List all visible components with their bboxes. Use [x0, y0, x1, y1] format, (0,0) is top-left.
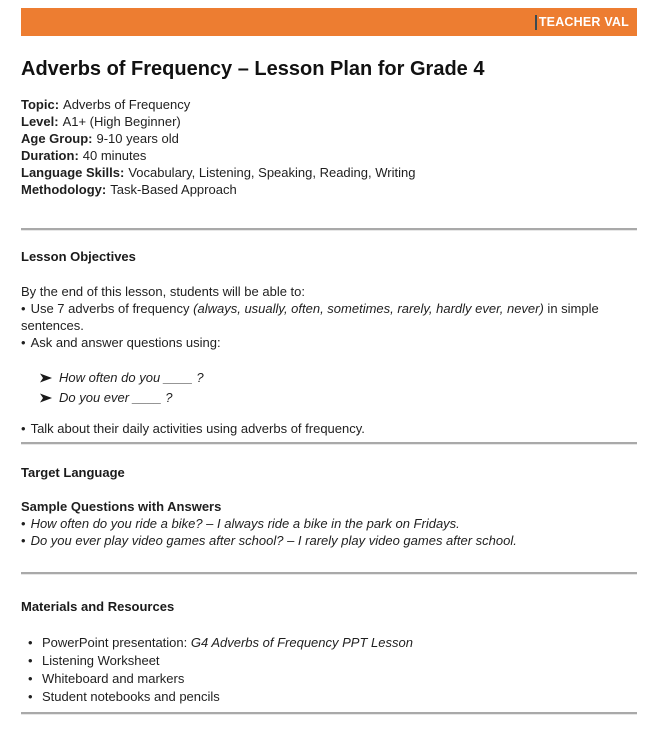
text-cursor: [535, 15, 537, 30]
objectives-heading: Lesson Objectives: [21, 249, 136, 264]
lesson-meta: [21, 96, 637, 198]
section-divider: [21, 572, 637, 575]
bullet-icon: •: [21, 301, 26, 316]
meta-row-methodology: Methodology: Task-Based Approach: [21, 182, 237, 197]
question-frame: Do you ever ____ ?: [40, 388, 637, 408]
bullet-icon: •: [28, 671, 33, 686]
materials-list: [21, 634, 637, 706]
question-frame: How often do you ____ ?: [40, 368, 637, 388]
materials-heading: Materials and Resources: [21, 599, 175, 614]
bullet-icon: •: [21, 421, 26, 436]
list-item: • Whiteboard and markers: [21, 670, 637, 688]
list-item: • PowerPoint presentation: G4 Adverbs of Frequency PPT Lesson: [21, 634, 637, 652]
target-language-heading: Target Language: [21, 465, 125, 480]
objective-ask-answer: • Ask and answer questions using:: [21, 335, 221, 350]
list-item: • Listening Worksheet: [21, 652, 637, 670]
list-item: • Student notebooks and pencils: [21, 688, 637, 706]
objective-talk: • Talk about their daily activities using adverbs of frequency.: [21, 421, 365, 436]
meta-row-language-skills: Language Skills: Vocabulary, Listening, Speaking, Reading, Writing: [21, 165, 416, 180]
arrow-bullet-icon: [40, 373, 52, 383]
header-bar-label: TEACHER VAL: [538, 15, 629, 29]
sample-qa: • Do you ever play video games after school? – I rarely play video games after school.: [21, 533, 517, 548]
header-bar: [21, 8, 637, 36]
sample-questions-subheading: Sample Questions with Answers: [21, 499, 222, 514]
bullet-icon: •: [28, 635, 33, 650]
section-divider: [21, 228, 637, 231]
sample-qa: • How often do you ride a bike? – I always ride a bike in the park on Fridays.: [21, 516, 460, 531]
page-title: Adverbs of Frequency – Lesson Plan for Grade 4: [21, 58, 485, 80]
bullet-icon: •: [21, 533, 26, 548]
meta-row-duration: Duration: 40 minutes: [21, 148, 147, 163]
objective-use-adverbs: • Use 7 adverbs of frequency (always, usually, often, sometimes, rarely, hardly ever, never) in simple sentences.: [21, 301, 599, 333]
bullet-icon: •: [28, 653, 33, 668]
section-divider: [21, 442, 637, 445]
bullet-icon: •: [21, 335, 26, 350]
section-divider: [21, 712, 637, 715]
meta-row-level: Level: A1+ (High Beginner): [21, 114, 181, 129]
meta-row-age-group: Age Group: 9-10 years old: [21, 131, 179, 146]
question-frames: [21, 368, 637, 408]
bullet-icon: •: [21, 516, 26, 531]
objectives-intro: By the end of this lesson, students will be able to:: [21, 284, 306, 299]
meta-row-topic: Topic: Adverbs of Frequency: [21, 97, 191, 112]
bullet-icon: •: [28, 689, 33, 704]
arrow-bullet-icon: [40, 393, 52, 403]
